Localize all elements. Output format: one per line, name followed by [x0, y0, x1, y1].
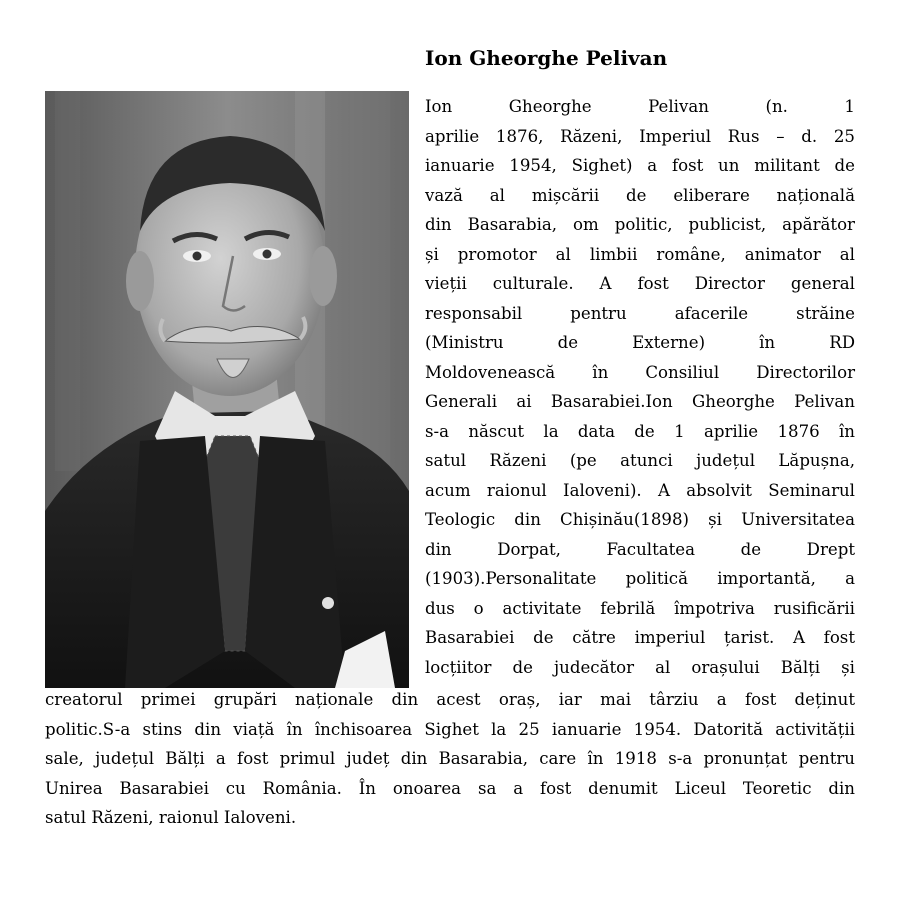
text-line: (1903).Personalitate politică importantă, a	[425, 569, 855, 588]
text-line: Unirea Basarabiei cu România. În onoarea sa a fost denumit Liceul Teoretic din	[45, 778, 855, 798]
text-line: creatorul primei grupări naționale din acest oraș, iar mai târziu a fost deținut	[45, 690, 855, 709]
text-line: Moldovenească în Consiliul Directorilor	[425, 362, 855, 382]
text-line: satul Răzeni (pe atunci județul Lăpușna,	[425, 451, 855, 470]
text-line: din Basarabia, om politic, publicist, apărător	[425, 215, 855, 234]
text-line: responsabil pentru afacerile străine	[425, 303, 855, 323]
portrait-photo	[45, 91, 409, 688]
text-line: Teologic din Chișinău(1898) și Universitatea	[425, 510, 855, 529]
text-line: Basarabiei de către imperiul țarist. A fost	[425, 628, 855, 647]
text-line: vieții culturale. A fost Director general	[425, 274, 855, 293]
text-line: (Ministru de Externe) în RD	[425, 333, 855, 352]
document-title: Ion Gheorghe Pelivan	[425, 46, 668, 70]
text-line: s-a născut la data de 1 aprilie 1876 în	[425, 421, 855, 441]
text-line: din Dorpat, Facultatea de Drept	[425, 539, 855, 559]
text-line: și promotor al limbii române, animator al	[425, 244, 855, 264]
text-line: acum raionul Ialoveni). A absolvit Seminarul	[425, 480, 855, 500]
text-line: Generali ai Basarabiei.Ion Gheorghe Pelivan	[425, 392, 855, 411]
text-line: sale, județul Bălți a fost primul județ din Basarabia, care în 1918 s-a pronunțat pentru	[45, 749, 855, 768]
text-line: locțiitor de judecător al orașului Bălți și	[425, 657, 855, 677]
text-line: Ion Gheorghe Pelivan (n. 1	[425, 97, 855, 116]
body-text-full-width	[45, 685, 855, 833]
body-text-right-column	[425, 92, 855, 682]
text-line: satul Răzeni, raionul Ialoveni.	[45, 808, 297, 827]
text-line: politic.S-a stins din viață în închisoarea Sighet la 25 ianuarie 1954. Datorită activității	[45, 719, 855, 739]
text-line: vază al mișcării de eliberare națională	[425, 185, 855, 205]
text-line: dus o activitate febrilă împotriva rusificării	[425, 598, 855, 618]
text-line: aprilie 1876, Răzeni, Imperiul Rus – d. 25	[425, 126, 855, 146]
text-line: ianuarie 1954, Sighet) a fost un militant de	[425, 156, 855, 175]
